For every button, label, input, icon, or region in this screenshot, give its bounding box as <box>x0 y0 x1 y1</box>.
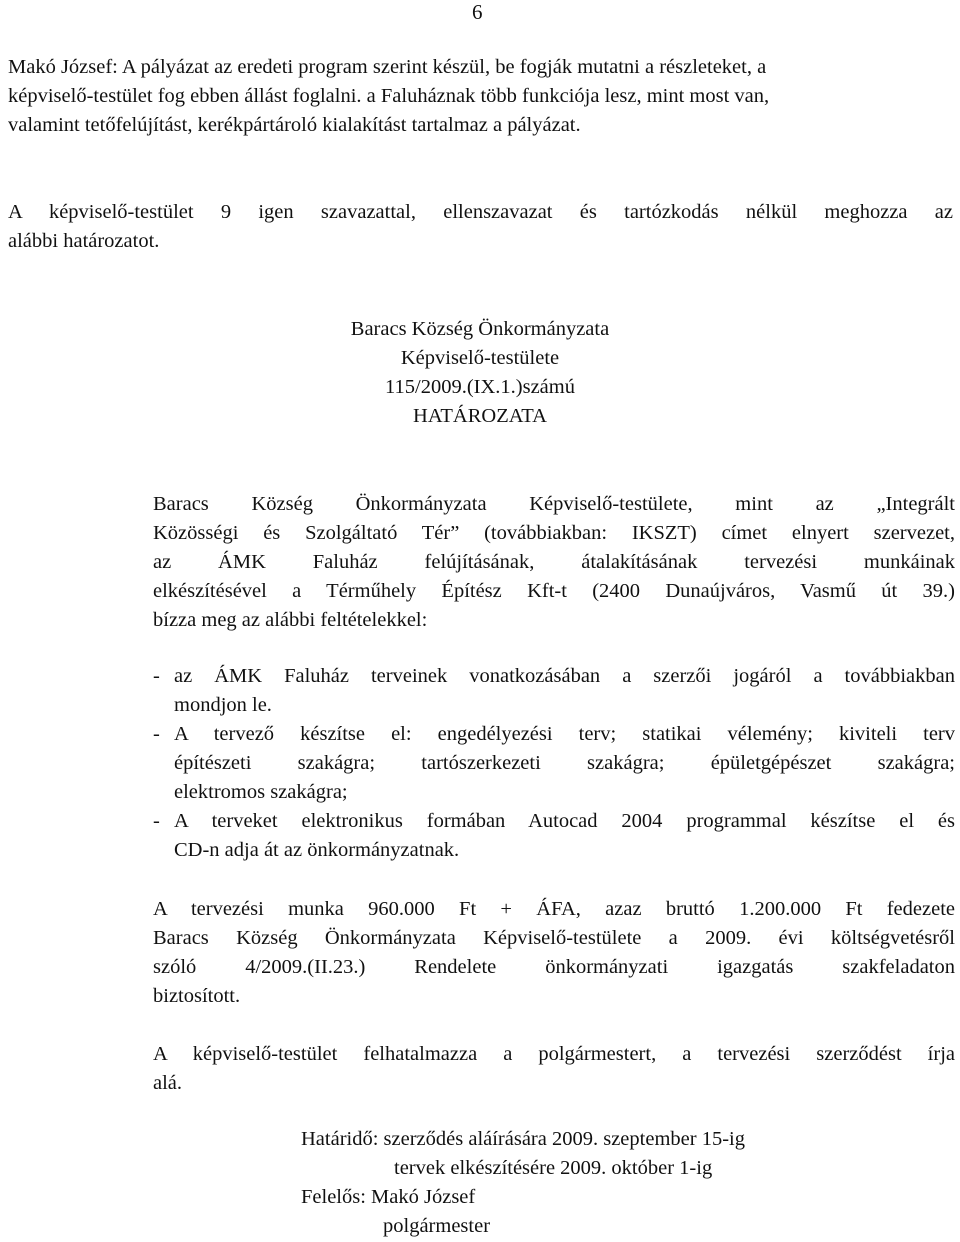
resolution-line: Közösségi és Szolgáltató Tér” (továbbiakban: IKSZT) címet elnyert szervezet, <box>153 522 955 544</box>
list-dash: - <box>153 665 160 687</box>
vote-paragraph <box>8 198 953 256</box>
mandate-line: A képviselő-testület felhatalmazza a polgármestert, a tervezési szerződést írja <box>153 1043 955 1065</box>
cost-line: biztosított. <box>153 985 241 1007</box>
page-number: 6 <box>472 0 483 24</box>
list-item-line: A tervező készítse el: engedélyezési terv; statikai vélemény; kiviteli terv <box>174 723 955 745</box>
intro-line: valamint tetőfelújítást, kerékpártároló kialakítást tartalmaz a pályázat. <box>8 114 581 136</box>
vote-line: alábbi határozatot. <box>8 230 160 252</box>
mandate-line: alá. <box>153 1072 183 1094</box>
cost-line: A tervezési munka 960.000 Ft + ÁFA, azaz bruttó 1.200.000 Ft fedezete <box>153 898 955 920</box>
vote-line: A képviselő-testület 9 igen szavazattal, ellenszavazat és tartózkodás nélkül meghozza az <box>8 201 953 223</box>
heading-municipality: Baracs Község Önkormányzata <box>350 318 610 340</box>
cost-paragraph <box>153 895 955 1011</box>
list-item-line: építészeti szakágra; tartószerkezeti szakágra; épületgépészet szakágra; <box>174 752 955 774</box>
list-dash: - <box>153 723 160 745</box>
intro-line: képviselő-testület fog ebben állást foglalni. a Faluháznak több funkciója lesz, mint most van, <box>8 85 770 107</box>
deadline-line: tervek elkészítésére 2009. október 1-ig <box>394 1157 713 1179</box>
intro-paragraph <box>8 53 953 140</box>
cost-line: szóló 4/2009.(II.23.) Rendelete önkormányzati igazgatás szakfeladaton <box>153 956 955 978</box>
list-item <box>153 720 955 807</box>
deadline-line: Határidő: szerződés aláírására 2009. szeptember 15-ig <box>301 1128 745 1150</box>
intro-line: Makó József: A pályázat az eredeti program szerint készül, be fogják mutatni a részleteket, a <box>8 56 767 78</box>
cost-line: Baracs Község Önkormányzata Képviselő-testülete a 2009. évi költségvetésről <box>153 927 955 949</box>
list-item-line: A terveket elektronikus formában Autocad 2004 programmal készítse el és <box>174 810 955 832</box>
list-item-line: mondjon le. <box>174 694 272 716</box>
list-item-line: CD-n adja át az önkormányzatnak. <box>174 839 460 861</box>
mandate-paragraph <box>153 1040 955 1098</box>
conditions-list <box>153 662 955 865</box>
responsible-line: Felelős: Makó József <box>301 1186 476 1208</box>
resolution-line: bízza meg az alábbi feltételekkel: <box>153 609 428 631</box>
resolution-line: elkészítésével a Térműhely Építész Kft-t (2400 Dunaújváros, Vasmű út 39.) <box>153 580 955 602</box>
list-item-line: elektromos szakágra; <box>174 781 348 803</box>
responsible-title: polgármester <box>383 1215 491 1237</box>
resolution-paragraph <box>153 490 955 635</box>
heading-title: HATÁROZATA <box>413 405 547 427</box>
resolution-heading <box>0 315 960 431</box>
list-item-line: az ÁMK Faluház terveinek vonatkozásában a szerzői jogáról a továbbiakban <box>174 665 955 687</box>
list-item <box>153 662 955 720</box>
list-dash: - <box>153 810 160 832</box>
heading-body: Képviselő-testülete <box>400 347 560 369</box>
list-item <box>153 807 955 865</box>
heading-number: 115/2009.(IX.1.)számú <box>385 376 575 398</box>
deadline-block <box>301 1125 745 1241</box>
resolution-line: Baracs Község Önkormányzata Képviselő-testülete, mint az „Integrált <box>153 493 955 515</box>
resolution-line: az ÁMK Faluház felújításának, átalakításának tervezési munkáinak <box>153 551 955 573</box>
